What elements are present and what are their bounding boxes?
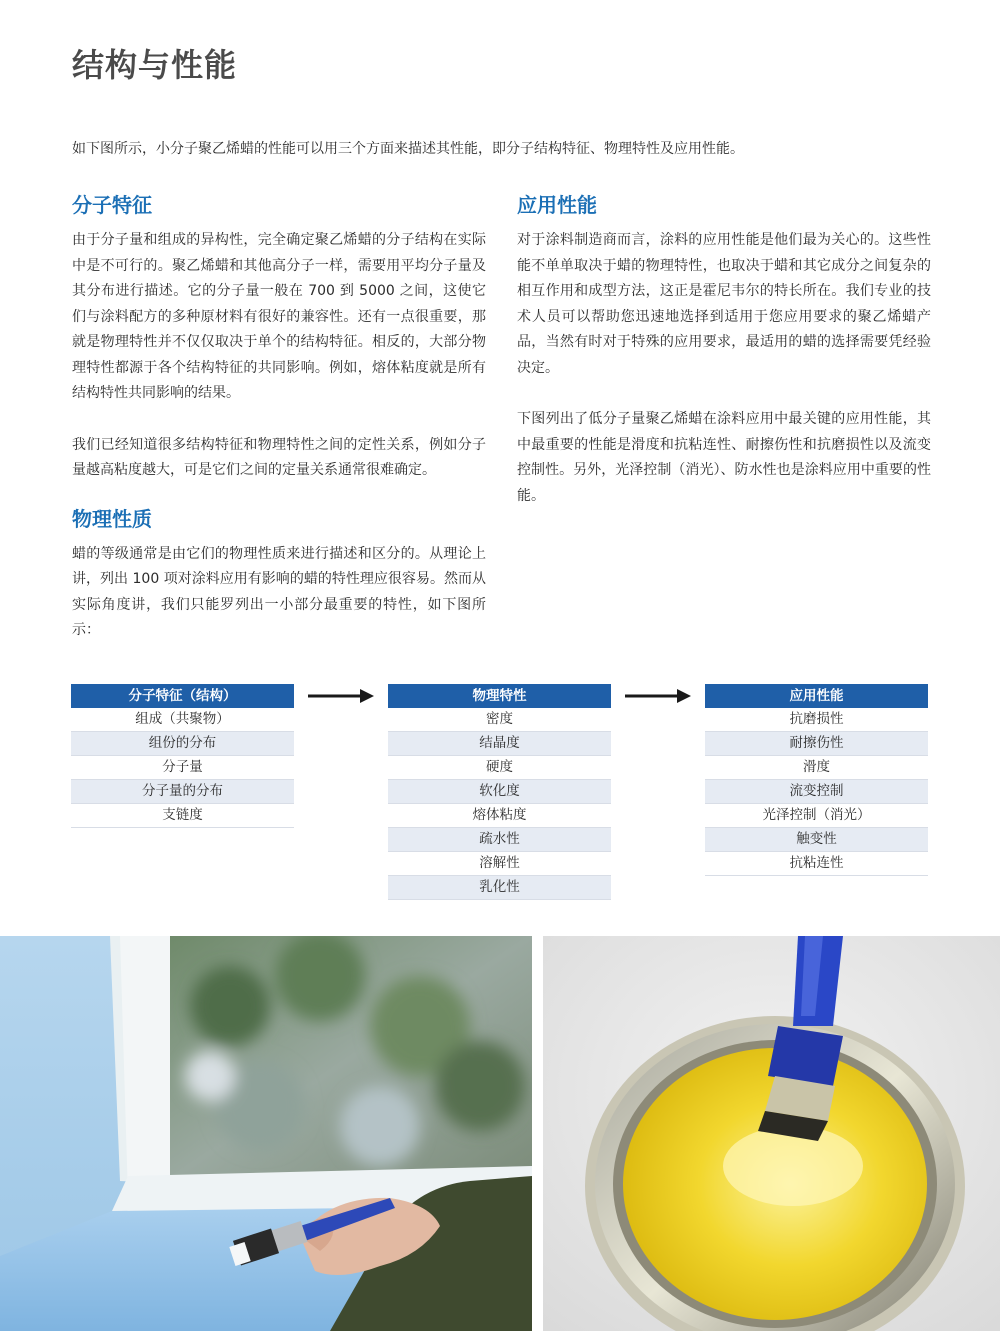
application-table-header: 应用性能 bbox=[705, 684, 928, 708]
table-row: 流变控制 bbox=[705, 780, 928, 804]
table-row: 组份的分布 bbox=[71, 732, 294, 756]
table-row: 滑度 bbox=[705, 756, 928, 780]
table-row: 支链度 bbox=[71, 804, 294, 828]
table-row: 组成（共聚物） bbox=[71, 708, 294, 732]
table-row: 抗粘连性 bbox=[705, 852, 928, 876]
table-row: 光泽控制（消光） bbox=[705, 804, 928, 828]
table-row: 耐擦伤性 bbox=[705, 732, 928, 756]
table-row: 软化度 bbox=[388, 780, 611, 804]
molecular-paragraph-2: 我们已经知道很多结构特征和物理特性之间的定性关系，例如分子量越高粘度越大，可是它们之间的定量关系通常很难确定。 bbox=[72, 436, 486, 478]
page-title: 结构与性能 bbox=[72, 46, 238, 84]
table-row: 熔体粘度 bbox=[388, 804, 611, 828]
application-paragraph-2: 下图列出了低分子量聚乙烯蜡在涂料应用中最关键的应用性能，其中最重要的性能是滑度和抗粘连性、耐擦伤性和抗磨损性以及流变控制性。另外，光泽控制（消光）、防水性也是涂料应用中重要的性能。 bbox=[517, 411, 931, 504]
right-arrow-icon bbox=[625, 688, 691, 704]
right-column bbox=[517, 190, 931, 509]
table-row: 密度 bbox=[388, 708, 611, 732]
molecular-heading: 分子特征 bbox=[72, 193, 152, 217]
table-row: 抗磨损性 bbox=[705, 708, 928, 732]
molecular-paragraph-1: 由于分子量和组成的异构性，完全确定聚乙烯蜡的分子结构在实际中是不可行的。聚乙烯蜡和其他高分子一样，需要用平均分子量及其分布进行描述。它的分子量一般在 700 到 5000 之间，这使它们与涂料配方的多种原材料有很好的兼容性。还有一点很重要，那就是物理特性并不仅仅取决于单个的结构特征。相反的，大部分物理特性都源于各个结构特征的共同影响。例如，熔体粘度就是所有结构特性共同影响的结果。 bbox=[72, 232, 486, 401]
table-row: 分子量 bbox=[71, 756, 294, 780]
left-column bbox=[72, 190, 486, 644]
table-row: 结晶度 bbox=[388, 732, 611, 756]
application-table bbox=[705, 684, 928, 876]
table-row: 分子量的分布 bbox=[71, 780, 294, 804]
table-row: 触变性 bbox=[705, 828, 928, 852]
table-row: 溶解性 bbox=[388, 852, 611, 876]
table-row: 硬度 bbox=[388, 756, 611, 780]
physical-table-header: 物理特性 bbox=[388, 684, 611, 708]
table-row: 疏水性 bbox=[388, 828, 611, 852]
molecular-table-header: 分子特征（结构） bbox=[71, 684, 294, 708]
window-painting-photo bbox=[0, 936, 532, 1331]
physical-heading: 物理性质 bbox=[72, 506, 152, 531]
physical-paragraph-1: 蜡的等级通常是由它们的物理性质来进行描述和区分的。从理论上讲，列出 100 项对涂料应用有影响的蜡的特性理应很容易。然而从实际角度讲，我们只能罗列出一小部分最重要的特性，如下图所示： bbox=[72, 545, 486, 638]
application-paragraph-1: 对于涂料制造商而言，涂料的应用性能是他们最为关心的。这些性能不单单取决于蜡的物理特性，也取决于蜡和其它成分之间复杂的相互作用和成型方法，这正是霍尼韦尔的特长所在。我们专业的技术人员可以帮助您迅速地选择到适用于您应用要求的聚乙烯蜡产品，当然有时对于特殊的应用要求，最适用的蜡的选择需要凭经验决定。 bbox=[517, 232, 931, 376]
right-arrow-icon bbox=[308, 688, 374, 704]
intro-text: 如下图所示，小分子聚乙烯蜡的性能可以用三个方面来描述其性能，即分子结构特征、物理特性及应用性能。 bbox=[72, 141, 744, 157]
table-row: 乳化性 bbox=[388, 876, 611, 900]
paint-can-photo bbox=[543, 936, 1000, 1331]
molecular-table bbox=[71, 684, 294, 828]
physical-table bbox=[388, 684, 611, 900]
application-heading: 应用性能 bbox=[517, 193, 597, 217]
